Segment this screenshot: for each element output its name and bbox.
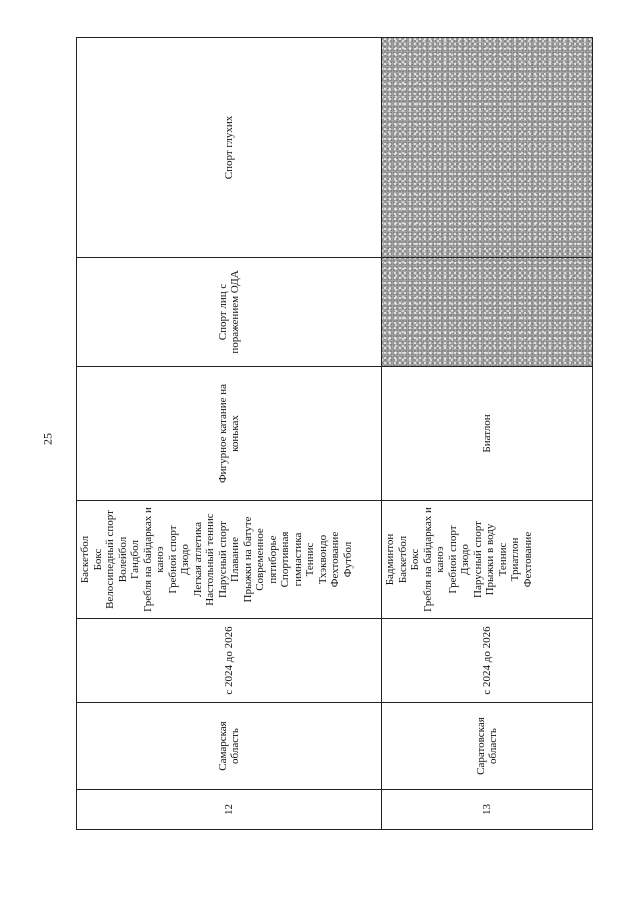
sport-list-item: каноэ bbox=[154, 546, 166, 573]
sport-list-item: Фехтование bbox=[521, 531, 534, 588]
sport-list-item: Тхэквондо bbox=[316, 534, 329, 585]
sport-list-item: Дзюдо bbox=[179, 544, 191, 575]
summer-sports-cell bbox=[382, 501, 593, 619]
oda-sport-cell-shaded bbox=[382, 258, 593, 367]
winter-sports-cell: Фигурное катание на коньках bbox=[77, 367, 382, 501]
sport-list-item: Настольный теннис bbox=[204, 513, 216, 606]
row-number: 12 bbox=[77, 790, 382, 830]
sport-list-item: Футбол bbox=[341, 541, 354, 578]
table-row bbox=[77, 38, 382, 830]
table-row bbox=[382, 38, 593, 830]
deaf-sport-cell: Спорт глухих bbox=[77, 38, 382, 258]
sport-list-item: Бокс bbox=[91, 548, 104, 571]
sport-list-item: Прыжки на батуте bbox=[241, 516, 254, 603]
sport-list-item: пятиборье bbox=[266, 535, 279, 584]
sport-list-item: Теннис bbox=[304, 542, 316, 577]
sport-list-item: Современное bbox=[254, 528, 266, 591]
sport-list-item: Гребля на байдарках и bbox=[421, 507, 434, 612]
sport-list-item: Баскетбол bbox=[79, 535, 91, 584]
period-cell: с 2024 до 2026 bbox=[77, 619, 382, 703]
sport-list-item: Гандбол bbox=[129, 540, 141, 579]
summer-sports-cell bbox=[77, 501, 382, 619]
sport-list-item: Легкая атлетика bbox=[191, 522, 204, 597]
row-number: 13 bbox=[382, 790, 593, 830]
sport-list-item: Гребной спорт bbox=[166, 525, 179, 594]
sport-list-item: Бокс bbox=[409, 548, 421, 571]
oda-sport-cell: Спорт лиц с поражением ОДА bbox=[77, 258, 382, 367]
page-number-text: 25 bbox=[40, 433, 55, 445]
sport-list-item: Велосипедный спорт bbox=[104, 510, 116, 609]
sport-list-item: Парусный спорт bbox=[216, 521, 229, 598]
rotated-table-frame bbox=[76, 38, 592, 830]
sport-list-item: Фехтование bbox=[329, 531, 341, 588]
sport-list-item: Баскетбол bbox=[396, 535, 409, 584]
region-cell: Саратовская область bbox=[382, 703, 593, 790]
sport-list-item: Гребной спорт bbox=[446, 525, 459, 594]
regions-sports-table bbox=[76, 37, 593, 830]
sport-list-item: Дзюдо bbox=[459, 544, 471, 575]
sport-list-item: Гребля на байдарках и bbox=[141, 507, 154, 612]
deaf-sport-cell-shaded bbox=[382, 38, 593, 258]
rotated-table-stage bbox=[76, 38, 592, 830]
sport-list-item: Теннис bbox=[496, 542, 509, 577]
region-cell: Самарская область bbox=[77, 703, 382, 790]
page-number bbox=[40, 431, 56, 447]
sport-list-item: Плавание bbox=[229, 537, 241, 582]
sport-list-item: гимнастика bbox=[291, 532, 304, 587]
sport-list-item: Прыжки в воду bbox=[484, 523, 496, 596]
sport-list-item: Волейбол bbox=[116, 536, 129, 583]
winter-sports-cell: Биатлон bbox=[382, 367, 593, 501]
sport-list-item: Триатлон bbox=[509, 537, 521, 582]
sport-list-item: Спортивная bbox=[279, 531, 291, 588]
sport-list-item: Бадминтон bbox=[384, 533, 396, 586]
sport-list-item: Парусный спорт bbox=[471, 521, 484, 598]
period-cell: с 2024 до 2026 bbox=[382, 619, 593, 703]
sport-list-item: каноэ bbox=[434, 546, 446, 573]
